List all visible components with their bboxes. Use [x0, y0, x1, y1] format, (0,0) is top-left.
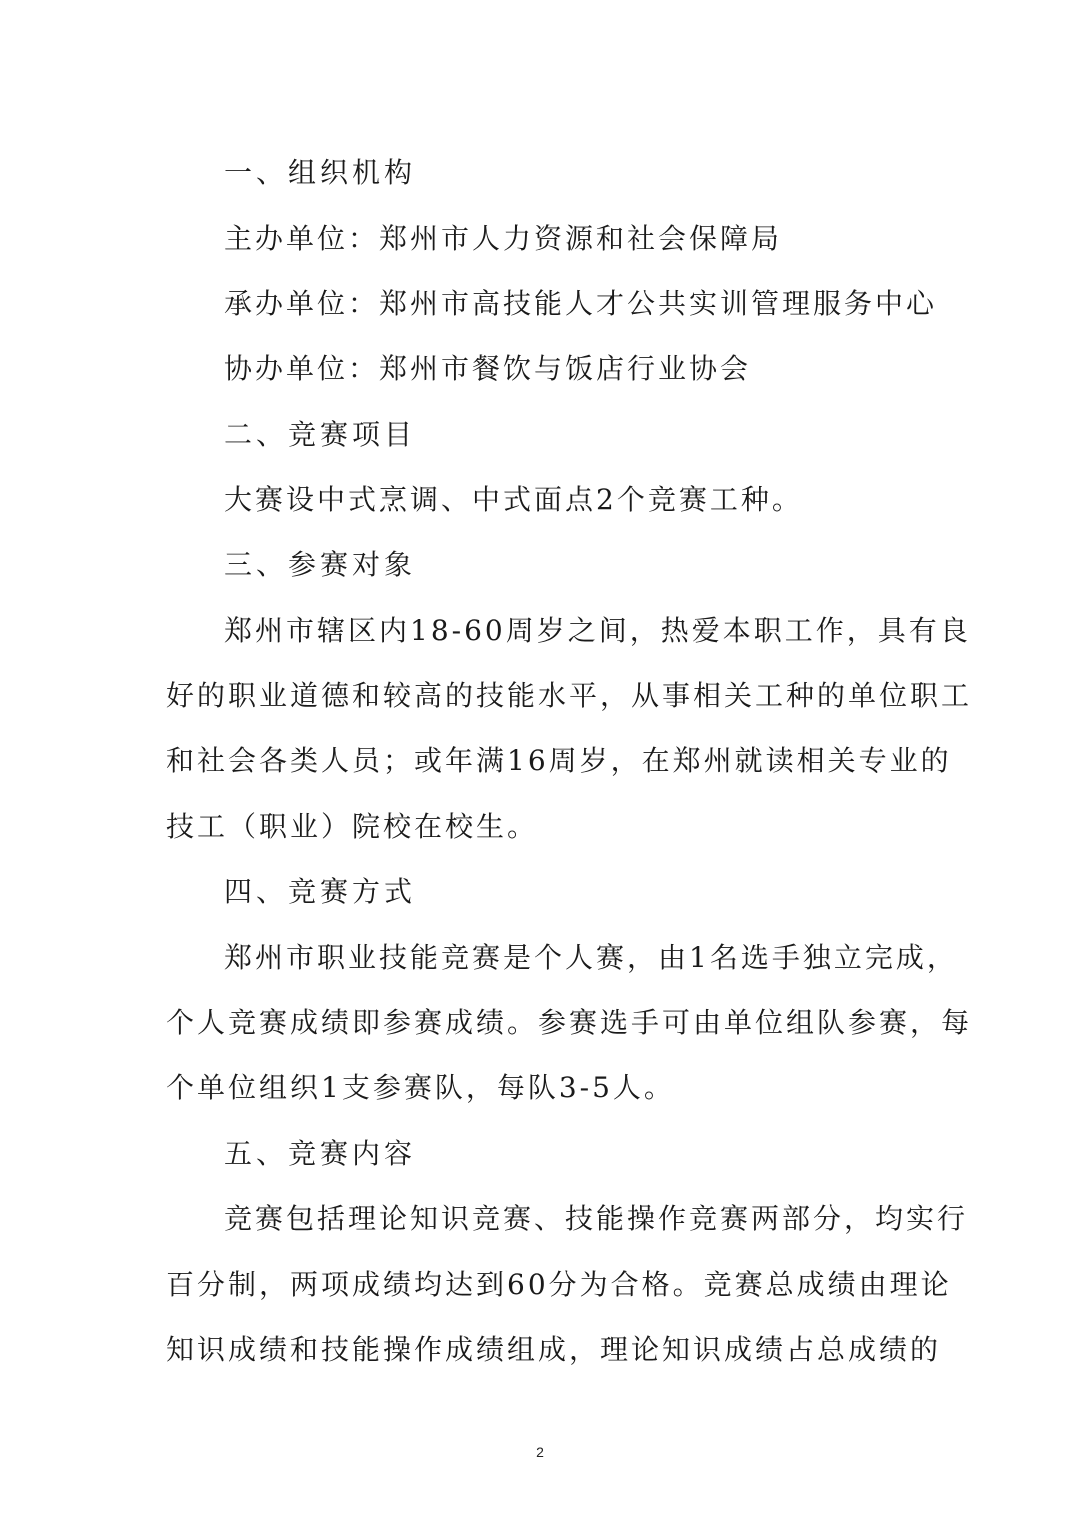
- section-heading-participants: 三、参赛对象: [224, 548, 417, 581]
- competition-items-text: 大赛设中式烹调、中式面点2个竞赛工种。: [224, 483, 803, 516]
- section-heading-competition-format: 四、竞赛方式: [224, 875, 417, 908]
- format-text-line-2: 个人竞赛成绩即参赛成绩。参赛选手可由单位组队参赛，每: [166, 1006, 973, 1039]
- content-text-line-2: 百分制，两项成绩均达到60分为合格。竞赛总成绩由理论: [166, 1268, 952, 1301]
- participants-text-line-3: 和社会各类人员；或年满16周岁，在郑州就读相关专业的: [166, 744, 952, 777]
- page-number: 2: [536, 1444, 544, 1460]
- organizer-line: 主办单位：郑州市人力资源和社会保障局: [224, 222, 783, 255]
- participants-text-line-2: 好的职业道德和较高的技能水平，从事相关工种的单位职工: [166, 679, 973, 712]
- undertaker-line: 承办单位：郑州市高技能人才公共实训管理服务中心: [224, 287, 938, 320]
- participants-text-line-1: 郑州市辖区内18-60周岁之间，热爱本职工作，具有良: [224, 614, 971, 647]
- participants-text-line-4: 技工（职业）院校在校生。: [166, 810, 539, 843]
- section-heading-competition-content: 五、竞赛内容: [224, 1137, 417, 1170]
- content-text-line-1: 竞赛包括理论知识竞赛、技能操作竞赛两部分，均实行: [224, 1202, 969, 1235]
- co-organizer-line: 协办单位：郑州市餐饮与饭店行业协会: [224, 352, 752, 385]
- format-text-line-1: 郑州市职业技能竞赛是个人赛，由1名选手独立完成，: [224, 941, 958, 974]
- content-text-line-3: 知识成绩和技能操作成绩组成，理论知识成绩占总成绩的: [166, 1333, 942, 1366]
- section-heading-organization: 一、组织机构: [224, 156, 417, 189]
- format-text-line-3: 个单位组织1支参赛队，每队3-5人。: [166, 1071, 675, 1104]
- section-heading-competition-items: 二、竞赛项目: [224, 418, 417, 451]
